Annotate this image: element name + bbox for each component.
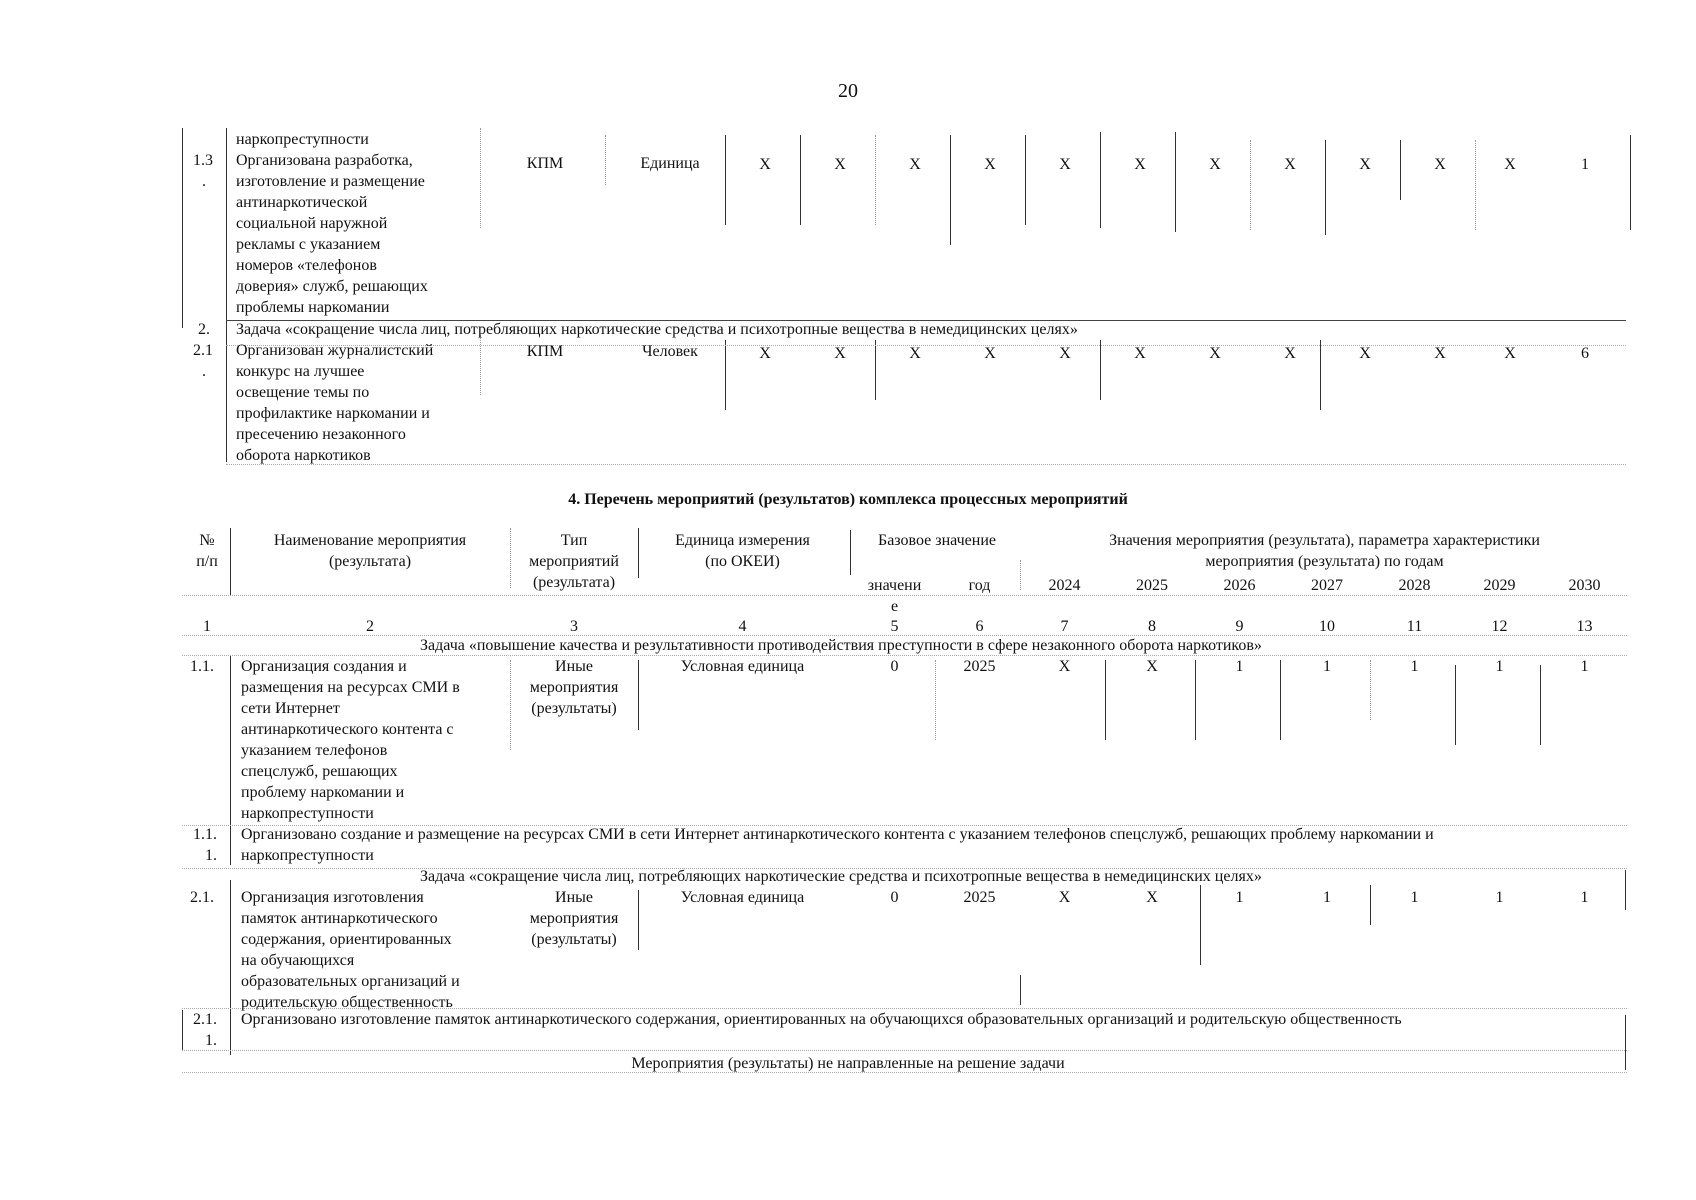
row-number: 1. xyxy=(205,1032,217,1049)
header-base: Базовое значение xyxy=(878,532,996,549)
row-name-line: социальной наружной xyxy=(236,215,388,232)
row-name-line: размещения на ресурсах СМИ в xyxy=(241,679,460,696)
row-base-year: 2025 xyxy=(963,658,996,675)
row-value: 1 xyxy=(1235,658,1244,675)
row-base-value: 0 xyxy=(890,889,899,906)
row-value: X xyxy=(984,156,996,173)
row-number: 2.1. xyxy=(193,1011,217,1028)
row-name-line: пресечению незаконного xyxy=(236,426,406,443)
row-name-line: проблему наркомании и xyxy=(241,784,405,801)
row-name-line: Организация изготовления xyxy=(241,889,424,906)
top-table-rule xyxy=(1320,340,1321,410)
row-name-line: образовательных организаций и xyxy=(241,973,460,990)
row-name-line: антинаркотического контента с xyxy=(241,721,454,738)
row-name-line: освещение темы по xyxy=(236,384,370,401)
column-number: 11 xyxy=(1406,618,1423,635)
row-unit: Человек xyxy=(642,343,698,360)
header-type: (результата) xyxy=(532,574,616,591)
row-value: X xyxy=(1058,658,1071,675)
row-name-line: содержания, ориентированных xyxy=(241,931,452,948)
top-table-rule xyxy=(1100,132,1101,228)
row-number-dot: . xyxy=(202,173,206,190)
top-table-rule xyxy=(605,135,606,185)
main-table-rule xyxy=(230,880,231,1055)
row-value: X xyxy=(1134,345,1146,362)
row-number: 1. xyxy=(205,847,217,864)
header-year: 2025 xyxy=(1136,577,1168,594)
row-name-line: проблемы наркомании xyxy=(236,299,390,316)
row-value: X xyxy=(1209,156,1221,173)
top-table-rule xyxy=(800,135,801,225)
row-base-year: 2025 xyxy=(963,889,996,906)
row-value: X xyxy=(1504,345,1516,362)
row-name-line: конкурс на лучшее xyxy=(236,363,365,380)
row-name-line: антинаркотической xyxy=(236,194,368,211)
row-value: X xyxy=(1059,156,1071,173)
top-table-rule xyxy=(1475,140,1476,230)
header-year: 2026 xyxy=(1223,577,1256,594)
top-table-rule xyxy=(1025,135,1026,225)
row-value: 1 xyxy=(1235,889,1244,906)
top-table-rule xyxy=(480,335,481,395)
task-title: Задача «сокращение числа лиц, потребляющих наркотические средства и психотропные вещества в немедицинских целях» xyxy=(236,321,1078,338)
top-table-rule xyxy=(1100,340,1101,400)
row-value: 1 xyxy=(1495,658,1504,675)
row-value: X xyxy=(1209,345,1221,362)
row-value: 1 xyxy=(1323,658,1331,675)
row-value: X xyxy=(1434,345,1446,362)
main-table-rule xyxy=(638,890,639,950)
column-number: 6 xyxy=(975,618,984,635)
row-value: 1 xyxy=(1581,156,1589,173)
column-number: 12 xyxy=(1491,618,1508,635)
main-table-rule xyxy=(638,660,639,730)
header-base-value: е xyxy=(890,598,899,615)
header-values-title: мероприятия (результата) по годам xyxy=(1205,553,1444,570)
header-type: мероприятий xyxy=(529,553,619,570)
row-name-line: на обучающихся xyxy=(241,952,355,969)
header-base-value: значени xyxy=(867,577,922,594)
row-number-dot: . xyxy=(202,363,206,380)
row-value: X xyxy=(1058,889,1071,906)
row-type: (результаты) xyxy=(531,700,617,717)
row-name-line: спецслужб, решающих xyxy=(241,763,398,780)
top-table-rule xyxy=(725,340,726,410)
top-table-rule xyxy=(226,464,1626,465)
row-number: 1.3 xyxy=(193,152,213,169)
header-year: 2029 xyxy=(1483,577,1516,594)
row-value: X xyxy=(834,156,846,173)
header-year: 2030 xyxy=(1568,577,1601,594)
row-value: X xyxy=(1359,156,1371,173)
row-value: 1 xyxy=(1410,889,1419,906)
not-directed-heading: Мероприятия (результаты) не направленные на решение задачи xyxy=(631,1055,1065,1072)
row-type: (результаты) xyxy=(531,931,617,948)
row-value: 1 xyxy=(1323,889,1331,906)
column-number: 7 xyxy=(1060,618,1069,635)
result-text: Организовано изготовление памяток антинаркотического содержания, ориентированных на обучающихся образовательных организаций и родительскую общественность xyxy=(241,1011,1402,1028)
top-table-rule xyxy=(875,135,876,225)
main-table-rule xyxy=(230,528,231,596)
column-number: 3 xyxy=(570,618,578,635)
task-title: Задача «сокращение числа лиц, потребляющих наркотические средства и психотропные вещества в немедицинских целях» xyxy=(420,868,1262,885)
row-number: 1.1. xyxy=(190,658,214,675)
row-number: 2.1. xyxy=(190,889,214,906)
top-table-rule xyxy=(725,135,726,225)
row-value: X xyxy=(1504,156,1516,173)
row-value: X xyxy=(909,156,921,173)
top-table-rule xyxy=(1175,132,1176,232)
task-title: Задача «повышение качества и результативности противодействия преступности в сфере незаконного оборота наркотиков» xyxy=(420,637,1262,654)
main-table-rule xyxy=(230,655,231,865)
main-table-rule xyxy=(510,660,511,750)
header-values-title: Значения мероприятия (результата), параметра характеристики xyxy=(1109,532,1540,549)
row-value: X xyxy=(1146,889,1158,906)
column-number: 5 xyxy=(890,618,899,635)
row-name-line: номеров «телефонов xyxy=(236,257,377,274)
row-name-line: доверия» служб, решающих xyxy=(236,278,428,295)
row-value: X xyxy=(834,345,846,362)
column-number: 1 xyxy=(203,618,211,635)
header-name: Наименование мероприятия xyxy=(273,532,467,549)
row-value: X xyxy=(759,156,771,173)
row-name-line: Организован журналистский xyxy=(236,342,434,359)
row-value: X xyxy=(1434,156,1446,173)
row-value: X xyxy=(1284,345,1296,362)
result-text: наркопреступности xyxy=(241,847,374,864)
header-year: 2024 xyxy=(1048,577,1081,594)
header-type: Тип xyxy=(560,532,588,549)
row-value: X xyxy=(1146,658,1158,675)
column-number: 9 xyxy=(1235,618,1244,635)
row-value: 1 xyxy=(1495,889,1504,906)
row-value: X xyxy=(1359,345,1371,362)
header-number: п/п xyxy=(196,553,218,570)
top-table-rule xyxy=(226,128,227,462)
header-year: 2027 xyxy=(1311,577,1343,594)
row-unit: Единица xyxy=(640,155,700,172)
top-table-rule xyxy=(875,340,876,400)
header-base-year: год xyxy=(968,577,991,594)
header-unit: (по ОКЕИ) xyxy=(705,553,780,570)
top-table-rule xyxy=(1250,140,1251,230)
result-text: Организовано создание и размещение на ресурсах СМИ в сети Интернет антинаркотического контента с указанием телефонов спецслужб, решающих проблему наркомании и xyxy=(241,826,1434,843)
main-table-rule xyxy=(182,1050,1627,1051)
row-value: 1 xyxy=(1580,889,1589,906)
row-value: X xyxy=(1059,345,1071,362)
row-name-line: профилактике наркомании и xyxy=(236,405,430,422)
row-name-line: сети Интернет xyxy=(241,700,340,717)
column-number: 2 xyxy=(366,618,374,635)
row-type: мероприятия xyxy=(529,910,619,927)
main-table-rule xyxy=(510,528,511,588)
row-base-value: 0 xyxy=(890,658,899,675)
row-value: X xyxy=(759,345,771,362)
top-table-rule xyxy=(1325,140,1326,235)
column-number: 13 xyxy=(1576,618,1593,635)
main-table-rule xyxy=(638,528,639,578)
row-value: 1 xyxy=(1410,658,1419,675)
row-type: Иные xyxy=(555,658,593,675)
top-table-rule xyxy=(182,128,183,328)
row-name-line: указанием телефонов xyxy=(241,742,388,759)
top-table-rule xyxy=(1630,135,1631,230)
column-number: 10 xyxy=(1319,618,1335,635)
row-value: X xyxy=(1134,156,1146,173)
row-number: 1.1. xyxy=(193,826,217,843)
main-table-rule xyxy=(182,1010,183,1050)
top-table-rule xyxy=(950,135,951,245)
row-value: X xyxy=(984,345,996,362)
row-unit: Условная единица xyxy=(680,889,805,906)
row-name-line: оборота наркотиков xyxy=(236,447,371,464)
main-table-rule xyxy=(1020,975,1021,1005)
row-name-line: рекламы с указанием xyxy=(236,236,381,253)
continued-text: наркопреступности xyxy=(236,131,369,148)
section-title: 4. Перечень мероприятий (результатов) комплекса процессных мероприятий xyxy=(568,491,1128,508)
task-number: 2. xyxy=(198,321,210,338)
row-type: КПМ xyxy=(526,155,564,172)
row-number: 2.1 xyxy=(193,342,213,359)
row-name-line: Организована разработка, xyxy=(236,152,413,169)
column-number: 8 xyxy=(1148,618,1156,635)
row-type: мероприятия xyxy=(529,679,619,696)
header-year: 2028 xyxy=(1398,577,1431,594)
column-number: 4 xyxy=(738,618,747,635)
row-name-line: памяток антинаркотического xyxy=(241,910,438,927)
row-unit: Условная единица xyxy=(680,658,805,675)
main-table-rule xyxy=(850,530,851,575)
row-value: X xyxy=(909,345,921,362)
row-value: 1 xyxy=(1580,658,1589,675)
header-unit: Единица измерения xyxy=(675,532,810,549)
header-name: (результата) xyxy=(328,553,412,570)
row-value: X xyxy=(1284,156,1296,173)
row-name-line: Организация создания и xyxy=(241,658,407,675)
top-table-rule xyxy=(480,128,481,228)
row-name-line: наркопреступности xyxy=(241,805,374,822)
row-type: КПМ xyxy=(526,343,564,360)
row-name-line: изготовление и размещение xyxy=(236,173,425,190)
page-number: 20 xyxy=(838,80,858,102)
row-value: 6 xyxy=(1581,345,1589,362)
header-number: № xyxy=(199,532,215,549)
row-name-line: родительскую общественность xyxy=(241,994,453,1011)
top-table-rule xyxy=(1400,140,1401,200)
row-type: Иные xyxy=(555,889,593,906)
